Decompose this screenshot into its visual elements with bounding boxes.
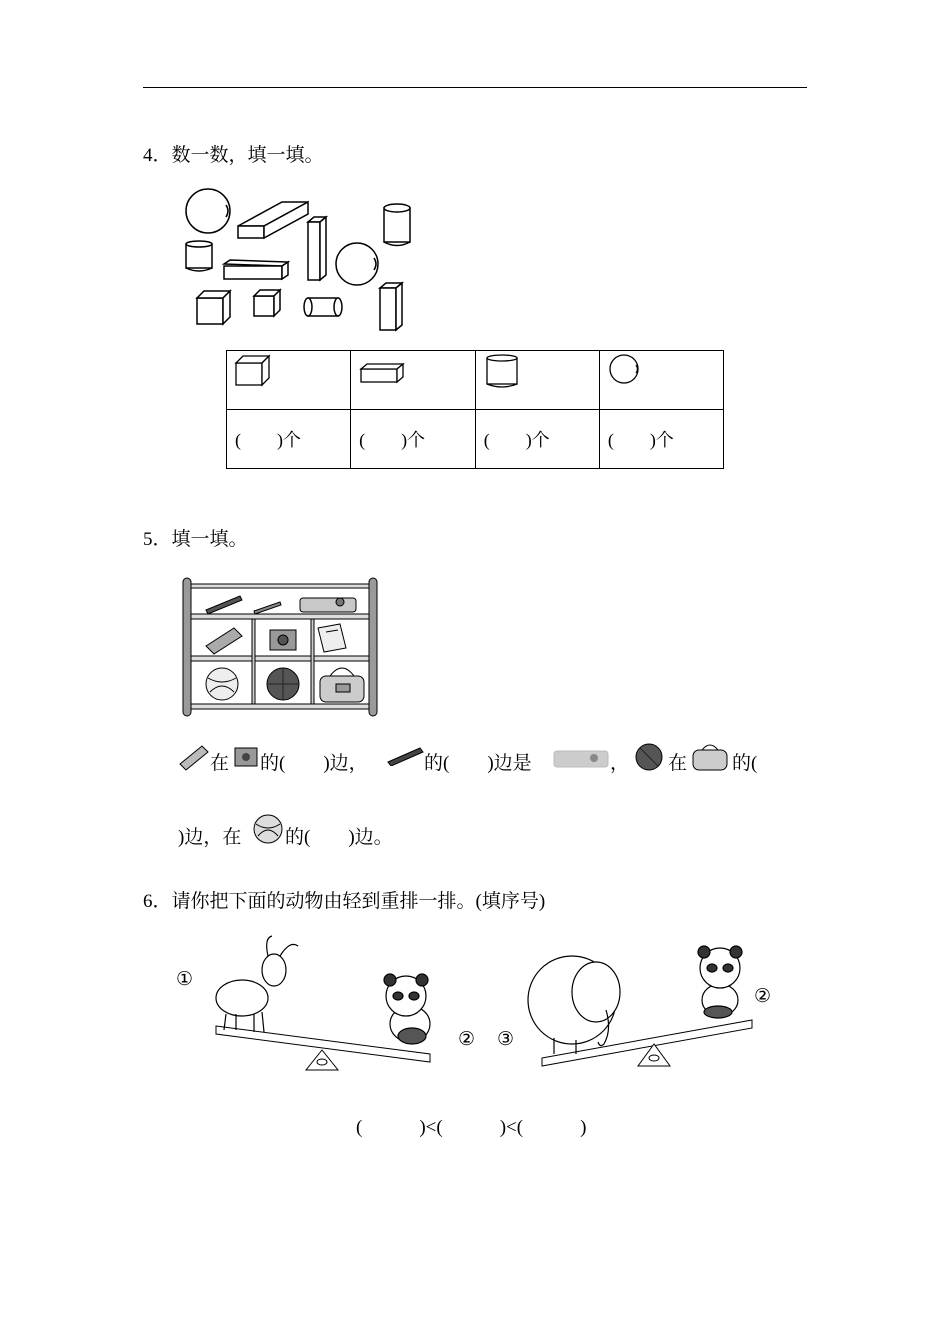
q5-text: 在 [210,753,230,774]
cylinder-shape [384,204,410,246]
goat-icon [216,936,298,1032]
q6-answer-blanks[interactable]: ( )<( )<( ) [356,1117,587,1138]
cube-shape [254,290,280,316]
question-5-title: 5．填一填。 [143,529,248,550]
question-6-title: 6．请你把下面的动物由轻到重排一排。(填序号) [143,891,546,912]
count-cell-cylinder[interactable]: ( )个 [475,410,599,469]
label-panda-1: ② [458,1029,476,1050]
pencil-box-icon [552,748,610,770]
cube-shape [197,291,230,324]
sharpener-icon [270,630,296,650]
cylinder-shape [304,298,342,316]
sphere-icon [600,351,650,391]
schoolbag-icon [320,668,364,702]
cuboid-icon [351,351,411,391]
cube-icon [227,351,277,391]
q5-text: 的( )边是 [424,753,532,774]
panda-icon [698,946,742,1018]
cuboid-shape [224,260,288,279]
header-rule [143,87,807,88]
cylinder-icon [476,351,526,391]
cylinder-shape [186,241,212,271]
panda-icon [384,974,430,1044]
seesaw-elephant-panda [520,938,760,1074]
label-goat: ① [176,969,194,990]
label-elephant: ③ [497,1029,515,1050]
q5-text: 的( )边。 [285,827,393,848]
pen-icon [206,596,242,614]
pen-icon [386,744,426,766]
q5-text: 的( )边， [260,753,368,774]
seesaw-goat-panda [176,934,436,1074]
q5-text: ， [610,753,630,774]
q5-text: )边，在 [178,827,242,848]
count-cell-cuboid[interactable]: ( )个 [351,410,476,469]
shelf-illustration [180,576,382,718]
elephant-icon [528,956,620,1054]
cuboid-shape [238,202,308,238]
schoolbag-icon [690,742,730,772]
notebook-icon [318,624,346,652]
eraser-icon [206,628,242,654]
count-cell-sphere[interactable]: ( )个 [599,410,723,469]
label-panda-2: ② [754,986,772,1007]
table-header-sphere [599,351,723,410]
table-header-cuboid [351,351,476,410]
shapes-illustration [180,182,420,334]
question-4-title: 4．数一数，填一填。 [143,145,324,166]
basketball-icon [634,742,664,772]
volleyball-icon [251,812,285,846]
sphere-shape [186,189,230,233]
volleyball-icon [206,668,238,700]
table-header-cube [227,351,351,410]
q5-text: 的( [732,753,758,774]
basketball-icon [267,668,299,700]
eraser-icon [178,742,210,772]
pencil-icon [254,602,281,614]
cuboid-shape [308,217,326,280]
pencil-box-icon [300,598,356,612]
table-header-cylinder [475,351,599,410]
sphere-shape [336,243,378,285]
count-cell-cube[interactable]: ( )个 [227,410,351,469]
sharpener-icon [232,742,260,770]
count-table [226,350,724,469]
q5-text: 在 [668,753,688,774]
cuboid-shape [380,283,402,330]
